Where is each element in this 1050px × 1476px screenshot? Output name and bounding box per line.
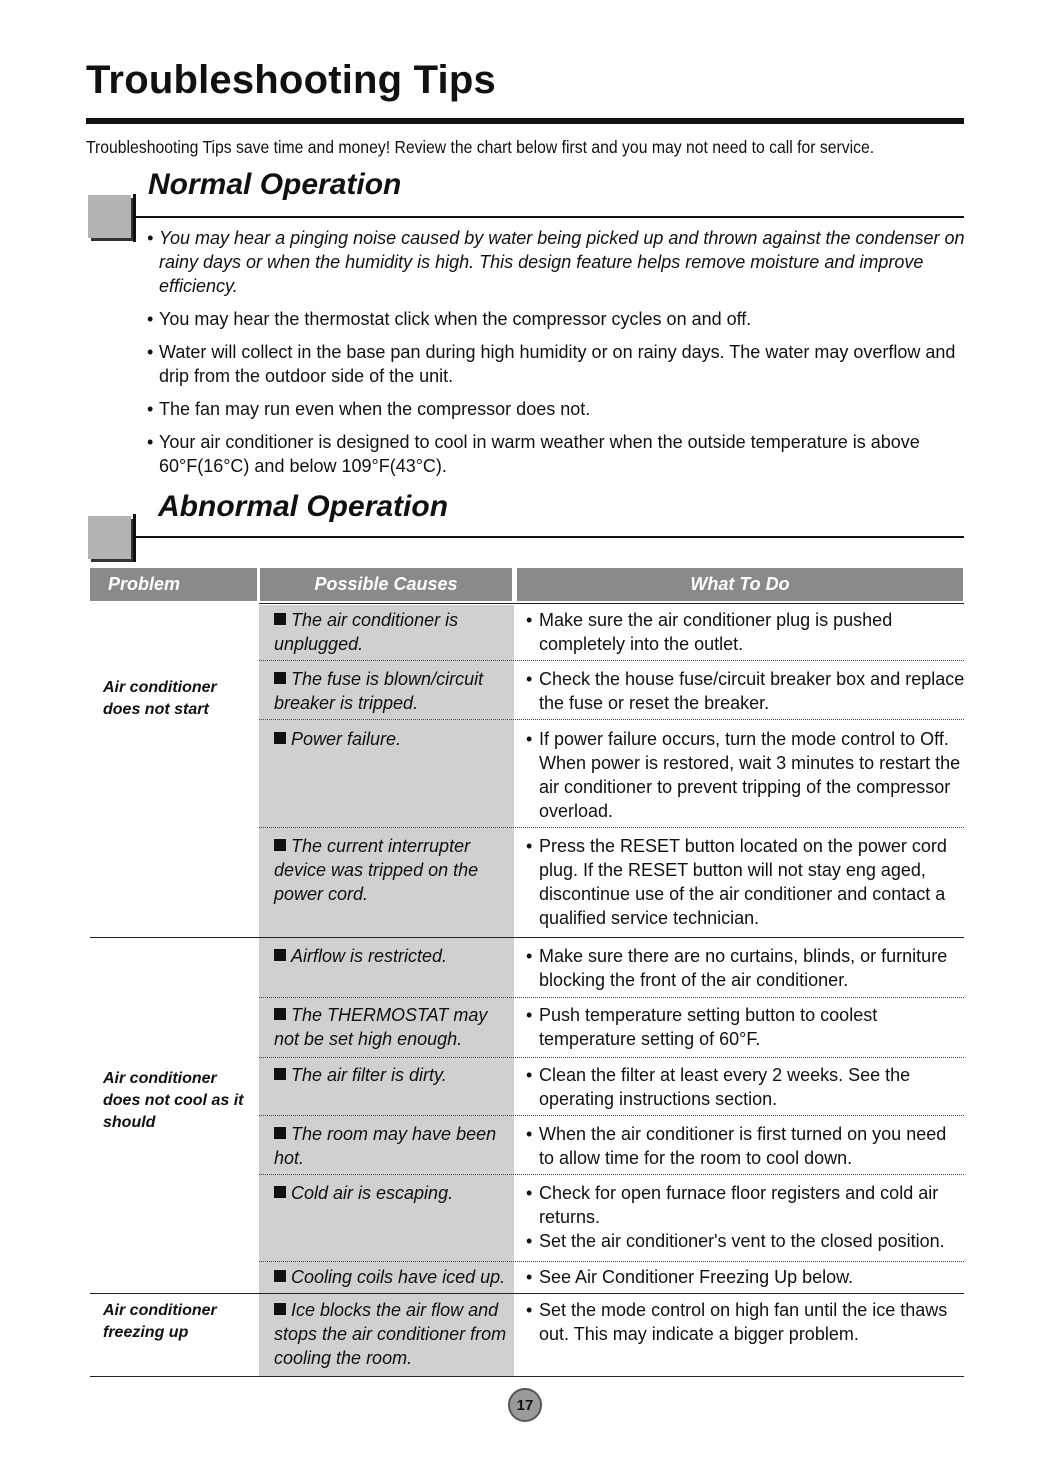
todo-item: • If power failure occurs, turn the mode control to Off. When power is restored, wait 3 minutes to restart the air conditioner to prevent tripping of the compressor overload. — [526, 727, 966, 823]
square-bullet-icon — [274, 672, 286, 684]
todo-cell — [526, 1063, 966, 1111]
todo-item: • Push temperature setting button to coolest temperature setting of 60°F. — [526, 1003, 966, 1051]
table-rule — [90, 1376, 964, 1377]
square-bullet-icon — [274, 1303, 286, 1315]
todo-item: • Clean the filter at least every 2 weeks. See the operating instructions section. — [526, 1063, 966, 1111]
todo-item: • Check for open furnace floor registers and cold air returns. — [526, 1181, 966, 1229]
todo-cell — [526, 1265, 966, 1289]
row-divider — [259, 1174, 964, 1175]
todo-cell — [526, 727, 966, 823]
section-rule-horizontal — [133, 536, 964, 538]
table-rule — [90, 1293, 964, 1294]
page-title: Troubleshooting Tips — [86, 58, 496, 102]
todo-cell — [526, 1298, 966, 1346]
cause-cell: Power failure. — [274, 727, 510, 751]
square-bullet-icon — [274, 1068, 286, 1080]
todo-item: • Set the air conditioner's vent to the closed position. — [526, 1229, 966, 1253]
todo-item: • Check the house fuse/circuit breaker box and replace the fuse or reset the breaker. — [526, 667, 966, 715]
row-divider — [259, 1057, 964, 1058]
problem-label: Air conditioner freezing up — [103, 1302, 217, 1341]
todo-cell — [526, 834, 966, 930]
todo-cell — [526, 667, 966, 715]
todo-item: • Make sure the air conditioner plug is pushed completely into the outlet. — [526, 608, 966, 656]
square-bullet-icon — [274, 839, 286, 851]
section-rule-vertical — [133, 514, 136, 562]
cause-cell: The THERMOSTAT may not be set high enough. — [274, 1005, 488, 1049]
header-problem: Problem — [90, 568, 257, 601]
square-bullet-icon — [274, 1186, 286, 1198]
page-number: 17 — [508, 1388, 542, 1422]
square-bullet-icon — [274, 1127, 286, 1139]
title-rule — [86, 118, 964, 124]
list-item: • You may hear the thermostat click when the compressor cycles on and off. — [147, 307, 977, 331]
cause-cell: Cooling coils have iced up. — [274, 1265, 510, 1289]
table-rule — [90, 937, 964, 938]
table-rule — [259, 603, 964, 604]
row-divider — [259, 1115, 964, 1116]
header-what-to-do: What To Do — [517, 568, 963, 601]
section-marker — [88, 516, 131, 559]
todo-cell — [526, 608, 966, 656]
header-possible-causes: Possible Causes — [260, 568, 512, 601]
todo-item: • When the air conditioner is first turned on you need to allow time for the room to cool down. — [526, 1122, 966, 1170]
cause-cell: Airflow is restricted. — [274, 944, 510, 968]
cause-cell: Cold air is escaping. — [274, 1181, 510, 1205]
todo-cell — [526, 1003, 966, 1051]
todo-item: • Make sure there are no curtains, blinds, or furniture blocking the front of the air conditioner. — [526, 944, 966, 992]
cause-cell: The air filter is dirty. — [274, 1063, 510, 1087]
section-rule-vertical — [133, 194, 136, 242]
square-bullet-icon — [274, 1008, 286, 1020]
todo-cell — [526, 1122, 966, 1170]
list-item: • You may hear a pinging noise caused by water being picked up and thrown against the condenser on rainy days or when the humidity is high. This design feature helps remove moisture and improve efficiency. — [147, 226, 977, 298]
square-bullet-icon — [274, 613, 286, 625]
cause-cell: Ice blocks the air flow and stops the air conditioner from cooling the room. — [274, 1300, 507, 1368]
square-bullet-icon — [274, 732, 286, 744]
cause-cell: The current interrupter device was tripped on the power cord. — [274, 836, 479, 904]
problem-label: Air conditioner does not start — [103, 679, 217, 718]
cause-cell: The room may have been hot. — [274, 1124, 497, 1168]
cause-cell: The air conditioner is unplugged. — [274, 610, 459, 654]
todo-item: • Set the mode control on high fan until the ice thaws out. This may indicate a bigger problem. — [526, 1298, 966, 1346]
row-divider — [259, 660, 964, 661]
list-item: • The fan may run even when the compressor does not. — [147, 397, 977, 421]
list-item: • Water will collect in the base pan during high humidity or on rainy days. The water may overflow and drip from the outdoor side of the unit. — [147, 340, 977, 388]
square-bullet-icon — [274, 949, 286, 961]
row-divider — [259, 1261, 964, 1262]
todo-cell — [526, 1181, 966, 1253]
row-divider — [259, 827, 964, 828]
row-divider — [259, 997, 964, 998]
section-marker — [88, 195, 131, 238]
normal-operation-list — [147, 226, 977, 487]
list-item: • Your air conditioner is designed to cool in warm weather when the outside temperature is above 60°F(16°C) and below 109°F(43°C). — [147, 430, 977, 478]
problem-label: Air conditioner does not cool as it should — [103, 1070, 244, 1131]
todo-item: • Press the RESET button located on the power cord plug. If the RESET button will not stay eng aged, discontinue use of the air conditioner and contact a qualified service technician. — [526, 834, 966, 930]
abnormal-operation-heading: Abnormal Operation — [158, 490, 449, 523]
cause-cell: The fuse is blown/circuit breaker is tripped. — [274, 669, 484, 713]
todo-item: • See Air Conditioner Freezing Up below. — [526, 1265, 966, 1289]
normal-operation-heading: Normal Operation — [148, 168, 402, 201]
todo-cell — [526, 944, 966, 992]
row-divider — [259, 719, 964, 720]
intro-text: Troubleshooting Tips save time and money! Review the chart below first and you may not need to call for service. — [86, 137, 875, 157]
section-rule-horizontal — [133, 216, 964, 218]
square-bullet-icon — [274, 1270, 286, 1282]
